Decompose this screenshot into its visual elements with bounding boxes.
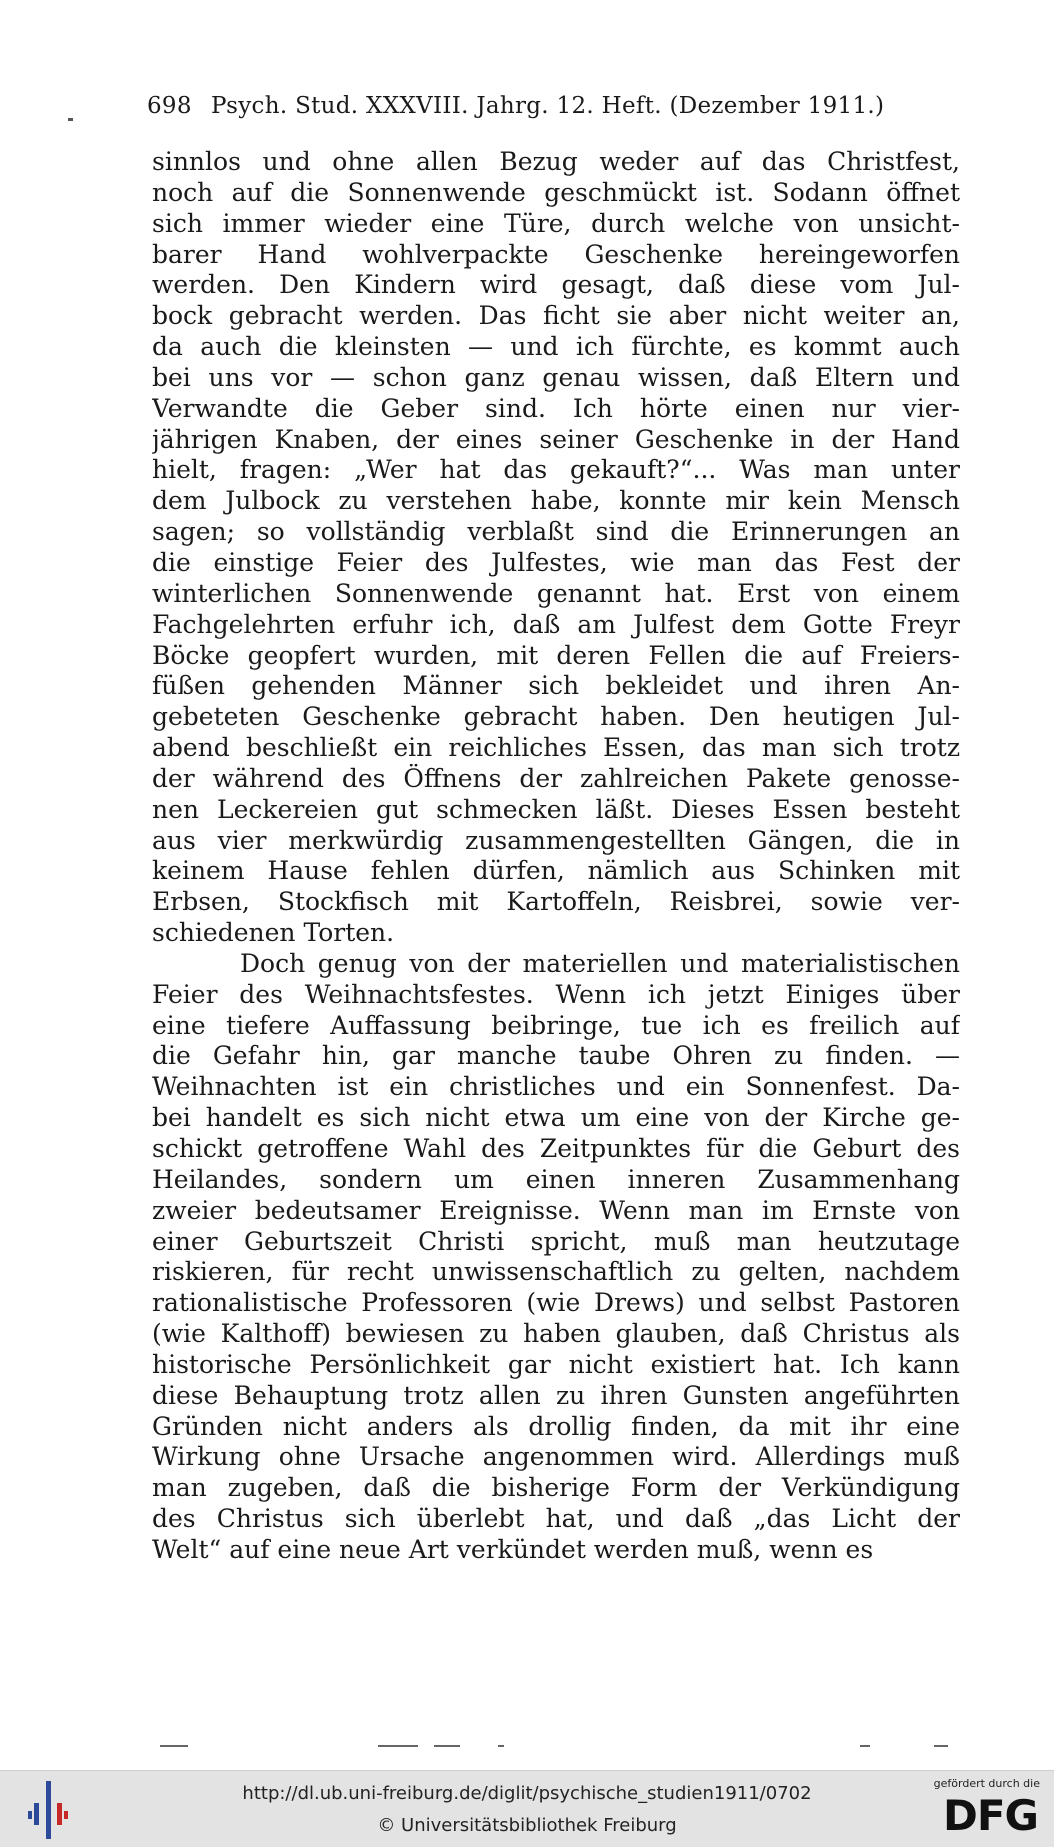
text-line: schiedenen Torten. [152,918,395,948]
page-bottom-marks [160,1745,950,1749]
text-line: Doch genug von der materiellen und materialistischen [240,948,960,978]
text-line: Verwandte die Geber sind. Ich hörte einen nur vier- [152,393,960,423]
funding-label: gefördert durch die [933,1777,1040,1790]
page-number: 698 [147,93,192,119]
text-line: Weihnachten ist ein christliches und ein Sonnenfest. Da- [152,1072,960,1102]
dfg-logo: DFG [942,1791,1038,1840]
text-line: Gründen nicht anders als drollig finden, da mit ihr eine [152,1411,960,1441]
text-line: sinnlos und ohne allen Bezug weder auf das Christfest, [152,147,960,176]
text-line: bock gebracht werden. Das ficht sie aber nicht weiter an, [152,301,960,331]
text-line: Welt“ auf eine neue Art verkündet werden muß, wenn es [152,1534,874,1564]
text-line: aus vier merkwürdig zusammengestellten Gängen, die in [152,825,960,855]
text-line: sich immer wieder eine Türe, durch welche von unsicht- [152,208,960,238]
margin-mark [68,118,73,121]
text-line: man zugeben, daß die bisherige Form der Verkündigung [152,1473,960,1503]
running-title: Psych. Stud. XXXVIII. Jahrg. 12. Heft. (Dezember 1911.) [211,93,885,119]
text-line: bei uns vor — schon ganz genau wissen, daß Eltern und [152,362,960,392]
text-line: Fachgelehrten erfuhr ich, daß am Julfest dem Gotte Freyr [152,609,960,639]
text-line: (wie Kalthoff) bewiesen zu haben glauben, daß Christus als [152,1319,960,1349]
text-line: die Gefahr hin, gar manche taube Ohren zu finden. — [152,1041,960,1071]
text-line: historische Persönlichkeit gar nicht existiert hat. Ich kann [152,1349,960,1379]
text-line: abend beschließt ein reichliches Essen, das man sich trotz [152,733,960,763]
text-line: schickt getroffene Wahl des Zeitpunktes für die Geburt des [152,1134,960,1163]
text-line: hielt, fragen: „Wer hat das gekauft?“... Was man unter [152,455,960,485]
source-url[interactable]: http://dl.ub.uni-freiburg.de/diglit/psychische_studien1911/0702 [242,1783,812,1804]
text-line: der während des Öffnens der zahlreichen Pakete genosse- [152,763,960,793]
text-line: diese Behauptung trotz allen zu ihren Gunsten angeführten [152,1380,960,1410]
text-line: Heilandes, sondern um einen inneren Zusammenhang [152,1164,960,1194]
text-line: da auch die kleinsten — und ich fürchte, es kommt auch [152,332,960,362]
text-line: eine tiefere Auffassung beibringe, tue ich es freilich auf [152,1010,960,1040]
text-line: die einstige Feier des Julfestes, wie man das Fest der [152,547,960,577]
text-line: bei handelt es sich nicht etwa um eine von der Kirche ge- [152,1103,960,1133]
text-line: riskieren, für recht unwissenschaftlich zu gelten, nachdem [152,1257,960,1287]
text-line: winterlichen Sonnenwende genannt hat. Erst von einem [152,578,960,608]
text-line: dem Julbock zu verstehen habe, konnte mir kein Mensch [152,486,960,516]
text-line: füßen gehenden Männer sich bekleidet und ihren An- [152,671,960,701]
text-line: einer Geburtszeit Christi spricht, muß man heutzutage [152,1226,960,1256]
viewer-footer [0,1770,1054,1847]
text-line: sagen; so vollständig verblaßt sind die Erinnerungen an [152,517,960,547]
text-line: barer Hand wohlverpackte Geschenke hereingeworfen [152,239,960,269]
text-line: zweier bedeutsamer Ereignisse. Wenn man im Ernste von [152,1195,960,1225]
text-line: des Christus sich überlebt hat, und daß „das Licht der [152,1504,960,1534]
text-line: Erbsen, Stockfisch mit Kartoffeln, Reisbrei, sowie ver- [152,887,960,917]
text-line: Böcke geopfert wurden, mit deren Fellen die auf Freiers- [152,640,960,670]
body-text [152,147,960,1566]
text-line: gebeteten Geschenke gebracht haben. Den heutigen Jul- [152,702,960,732]
text-line: keinem Hause fehlen dürfen, nämlich aus Schinken mit [152,856,960,886]
text-line: rationalistische Professoren (wie Drews) und selbst Pastoren [152,1288,960,1318]
text-line: noch auf die Sonnenwende geschmückt ist. Sodann öffnet [152,177,960,207]
copyright-notice: © Universitätsbibliothek Freiburg [377,1815,677,1836]
text-line: werden. Den Kindern wird gesagt, daß diese vom Jul- [152,270,960,300]
text-line: Wirkung ohne Ursache angenommen wird. Allerdings muß [152,1442,960,1472]
text-line: Feier des Weihnachtsfestes. Wenn ich jetzt Einiges über [152,979,960,1009]
running-header [147,93,962,119]
text-line: nen Leckereien gut schmecken läßt. Dieses Essen besteht [152,794,960,824]
text-line: jährigen Knaben, der eines seiner Geschenke in der Hand [152,424,960,454]
